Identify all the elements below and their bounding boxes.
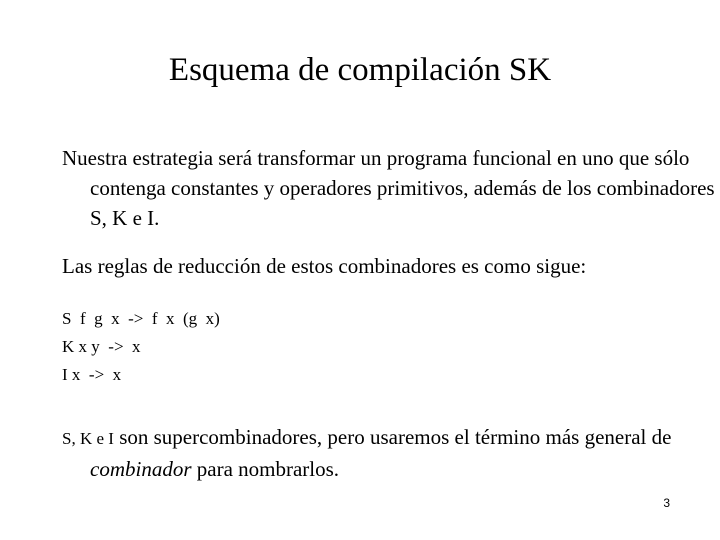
slide-title: Esquema de compilación SK xyxy=(168,52,552,88)
page-number: 3 xyxy=(663,496,670,510)
rule-k: K x y -> x xyxy=(62,337,141,356)
rule-i: I x -> x xyxy=(62,365,122,384)
reduction-rules xyxy=(62,305,220,389)
paragraph-supercombinators xyxy=(62,422,720,484)
emphasis-combinador: combinador xyxy=(90,457,192,481)
paragraph-reduction-rules-intro: Las reglas de reducción de estos combinadores es como sigue: xyxy=(62,254,587,278)
paragraph-text-before: son supercombinadores, pero usaremos el término más general de xyxy=(113,425,672,449)
rule-s: S f g x -> f x (g x) xyxy=(62,309,220,328)
paragraph-strategy: Nuestra estrategia será transformar un programa funcional en uno que sólo contenga constantes y operadores primitivos, además de los combinadores S, K e I. xyxy=(62,146,715,230)
paragraph-text-after: para nombrarlos. xyxy=(191,457,340,481)
combinator-names: S, K e I xyxy=(62,429,114,448)
